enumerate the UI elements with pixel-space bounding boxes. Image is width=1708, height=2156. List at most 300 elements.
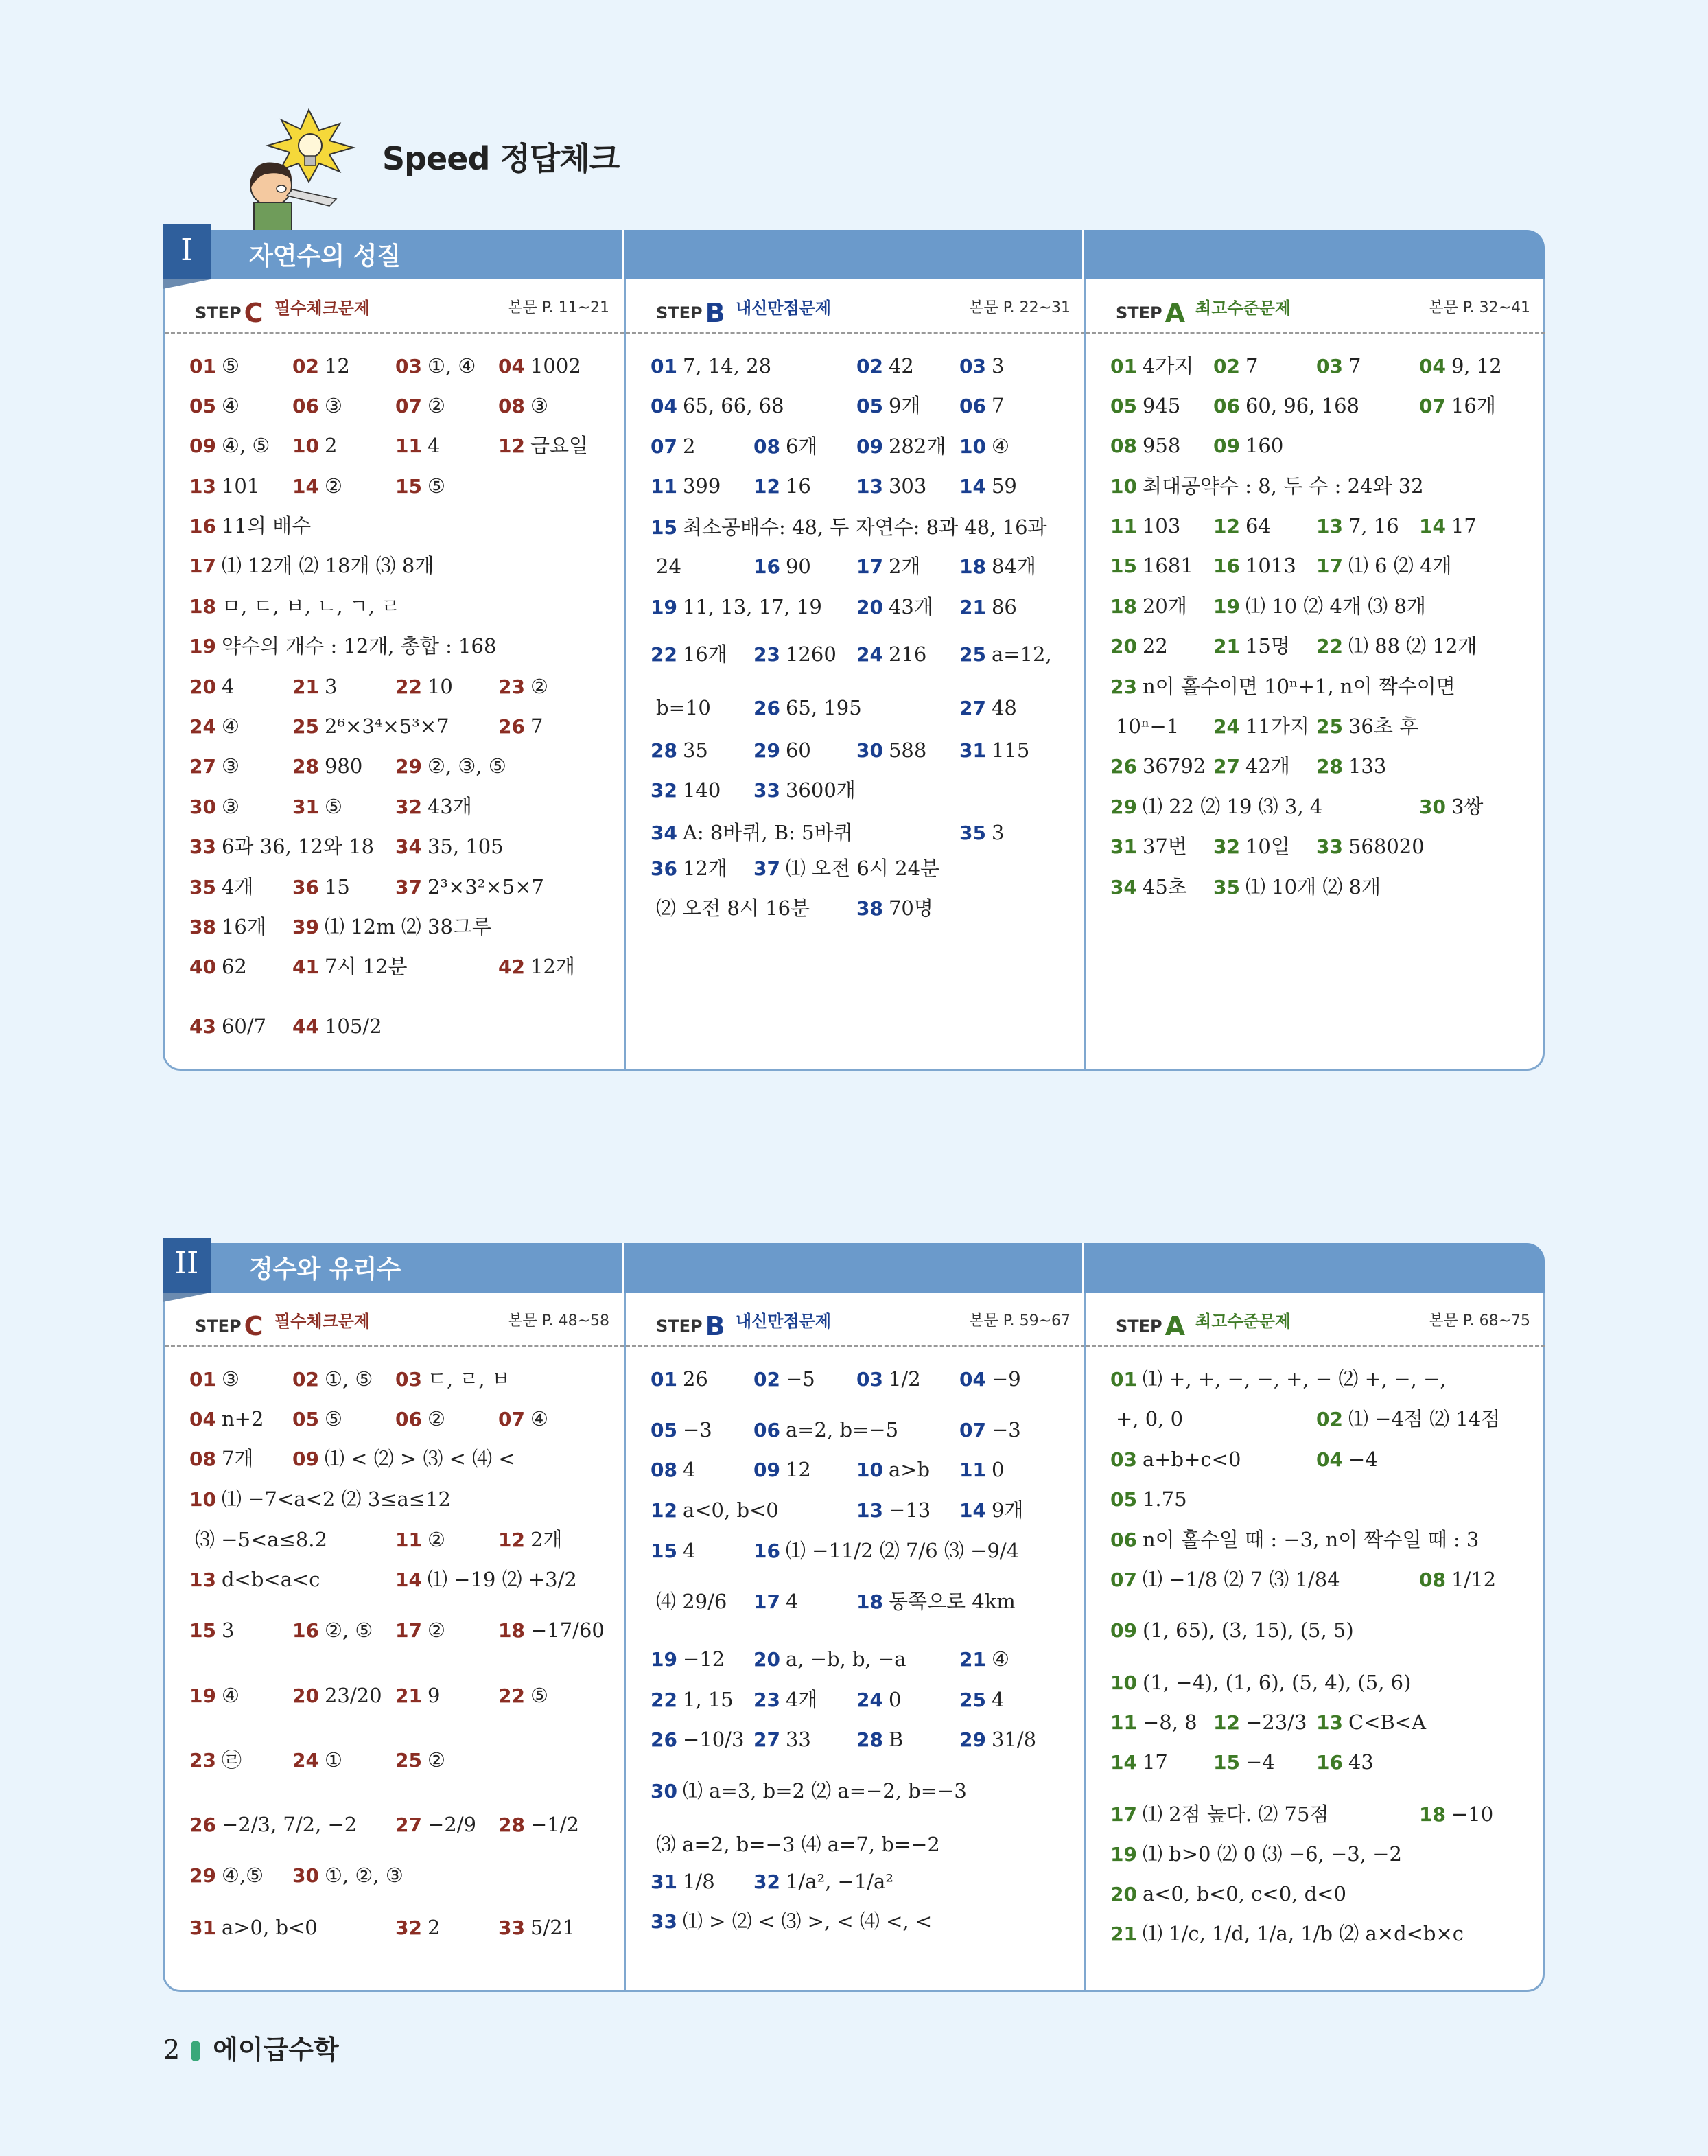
answer-item [1213, 512, 1271, 540]
item-number: 08 [753, 435, 780, 458]
item-answer: 16 [785, 474, 811, 498]
item-answer: ⑴ 1/c, 1/d, 1/a, 1/b ⑵ a×d<b×c [1142, 1922, 1464, 1945]
answer-item [189, 1405, 264, 1433]
item-number: 16 [1213, 555, 1240, 577]
step-header [165, 1293, 624, 1347]
item-answer: 2개 [530, 1528, 563, 1551]
item-number: 17 [1316, 555, 1343, 577]
character-icon [250, 163, 336, 233]
item-answer: 36초 후 [1348, 715, 1419, 738]
item-number: 05 [651, 1419, 677, 1441]
item-number: 30 [856, 739, 883, 762]
section-numeral: I [163, 224, 211, 279]
item-number: 06 [292, 395, 319, 417]
step-label: STEP A [1116, 298, 1186, 328]
item-number: 08 [1110, 434, 1137, 457]
item-answer: ② [427, 1407, 445, 1430]
item-answer: 9개 [888, 394, 921, 417]
answer-item [959, 1416, 1021, 1444]
answer-item [651, 1831, 940, 1859]
answer-item [651, 1908, 932, 1936]
answer-item [753, 1416, 898, 1444]
item-answer: 1/8 [682, 1870, 715, 1893]
answer-item [292, 1746, 342, 1774]
item-answer: ⑴ −19 ⑵ +3/2 [427, 1568, 577, 1591]
answer-item [1419, 1800, 1493, 1829]
item-number: 03 [395, 355, 422, 378]
item-number: 03 [1316, 355, 1343, 378]
item-answer: 1002 [530, 354, 581, 378]
answer-item [959, 1726, 1036, 1754]
answer-item [959, 472, 1017, 500]
answer-item [1213, 592, 1426, 621]
item-answer: 10일 [1245, 835, 1290, 858]
item-number: 21 [959, 596, 986, 618]
answer-item [753, 1868, 893, 1896]
item-number: 41 [292, 955, 319, 978]
item-number: 27 [395, 1813, 422, 1836]
answer-item [292, 1365, 373, 1393]
answer-item [1213, 1748, 1275, 1776]
answer-item [292, 1445, 515, 1473]
item-answer: 12 [785, 1458, 811, 1481]
item-number: 35 [1213, 876, 1240, 899]
item-answer: 45초 [1142, 875, 1187, 899]
item-answer: 0 [991, 1458, 1005, 1481]
item-answer: 4개 [221, 875, 254, 899]
answer-item [856, 553, 920, 581]
answer-item [651, 432, 695, 461]
item-answer: 36792 [1142, 754, 1206, 778]
item-number: 32 [651, 779, 677, 802]
item-answer: b=10 [656, 696, 711, 719]
answer-item [189, 1616, 234, 1645]
answer-item [856, 1456, 930, 1484]
header-divider [1082, 1243, 1084, 1293]
item-answer: 60 [785, 739, 811, 762]
answer-item [856, 392, 920, 420]
item-answer: ③ [324, 394, 342, 417]
item-number: 02 [1213, 355, 1240, 378]
item-answer: ⑤ [427, 474, 445, 498]
answer-item [753, 855, 939, 883]
answer-item [753, 1365, 815, 1393]
item-answer: a+b+c<0 [1142, 1448, 1241, 1471]
item-number: 04 [959, 1368, 986, 1391]
item-number: 21 [292, 675, 319, 698]
item-answer: ② [427, 1528, 445, 1551]
answer-item [1110, 1616, 1354, 1645]
answer-item [651, 1365, 708, 1393]
leaf-icon [191, 2041, 200, 2061]
answer-item [189, 673, 234, 701]
answer-item [1110, 392, 1180, 420]
item-number: 12 [1213, 1711, 1240, 1734]
item-answer: 1.75 [1142, 1487, 1187, 1511]
item-answer: ③ [221, 795, 239, 818]
answer-item [856, 737, 926, 765]
item-number: 08 [189, 1448, 216, 1470]
item-number: 26 [498, 715, 525, 738]
answer-item [1110, 1485, 1187, 1514]
answer-item [292, 1682, 382, 1710]
item-answer: n+2 [221, 1407, 264, 1430]
item-answer: 70명 [888, 896, 933, 920]
step-header [626, 1293, 1086, 1347]
item-answer: 105/2 [324, 1014, 382, 1038]
item-answer: 3 [324, 675, 338, 698]
item-number: 01 [651, 1368, 677, 1391]
answer-item [292, 1012, 382, 1041]
item-number: 30 [1419, 796, 1446, 818]
item-number: 03 [395, 1368, 422, 1391]
answer-item [189, 632, 496, 660]
item-number: 27 [1213, 755, 1240, 778]
answer-item [395, 352, 476, 380]
item-answer: ⑴ 2점 높다. ⑵ 75점 [1142, 1803, 1329, 1826]
item-number: 01 [651, 355, 677, 378]
item-number: 04 [189, 1408, 216, 1430]
item-number: 30 [189, 796, 216, 818]
item-answer: 약수의 개수 : 12개, 총합 : 168 [221, 634, 497, 658]
answer-item [1213, 552, 1296, 580]
item-number: 19 [1110, 1843, 1137, 1866]
answer-item [189, 793, 239, 821]
item-answer: 59 [991, 474, 1017, 498]
answer-item [292, 793, 342, 821]
item-number: 32 [395, 1916, 422, 1939]
item-number: 25 [959, 1689, 986, 1711]
answer-item [753, 1537, 1019, 1565]
page-range: 본문 P. 32~41 [1429, 299, 1530, 316]
answer-item [189, 1012, 266, 1041]
answer-item [189, 352, 239, 380]
item-answer: ①, ⑤ [324, 1367, 373, 1391]
answer-item [1419, 793, 1483, 821]
answer-item [651, 640, 727, 669]
item-answer: 4 [427, 434, 441, 457]
answer-item [1110, 712, 1179, 741]
item-number: 16 [753, 1540, 780, 1562]
item-number: 16 [292, 1619, 319, 1642]
item-answer: 12개 [530, 955, 575, 978]
item-number: 05 [1110, 1488, 1137, 1511]
step-b-column [624, 279, 1086, 1069]
item-number: 20 [1110, 1883, 1137, 1905]
item-answer: ④, ⑤ [221, 434, 270, 457]
answer-item [753, 1645, 906, 1673]
item-number: 15 [651, 1540, 677, 1562]
answer-item [1110, 873, 1187, 901]
item-answer: ③ [530, 394, 548, 417]
item-number: 09 [1213, 434, 1240, 457]
item-answer: 2개 [888, 555, 921, 578]
item-answer: ⑴ < ⑵ > ⑶ < ⑷ < [324, 1447, 515, 1470]
item-number: 02 [856, 355, 883, 378]
item-answer: ③ [221, 754, 239, 778]
item-answer: −23/3 [1245, 1711, 1307, 1734]
answer-item [189, 1914, 318, 1942]
answer-item [1110, 1840, 1402, 1868]
item-number: 21 [1110, 1923, 1137, 1945]
answer-item [651, 894, 810, 923]
item-number: 13 [189, 475, 216, 498]
step-header [626, 279, 1086, 334]
item-number: 14 [292, 475, 319, 498]
item-answer: ⑶ a=2, b=−3 ⑷ a=7, b=−2 [656, 1833, 940, 1856]
item-number: 03 [856, 1368, 883, 1391]
item-number: 31 [292, 796, 319, 818]
answer-item [1316, 833, 1425, 861]
answer-item [651, 392, 784, 420]
answer-item [395, 1616, 445, 1645]
answer-item [292, 1405, 342, 1433]
item-number: 37 [753, 857, 780, 880]
item-number: 27 [753, 1728, 780, 1751]
item-answer: ⑴ 오전 6시 24분 [785, 857, 940, 880]
item-number: 16 [753, 555, 780, 578]
item-number: 42 [498, 955, 525, 978]
item-answer: 7시 12분 [324, 955, 408, 978]
step-name: 최고수준문제 [1195, 1312, 1291, 1331]
item-answer: 42 [888, 354, 914, 378]
answer-item [856, 1686, 901, 1714]
page-range: 본문 P. 48~58 [508, 1312, 609, 1330]
item-answer: 20개 [1142, 594, 1187, 618]
item-number: 07 [959, 1419, 986, 1441]
item-number: 03 [1110, 1448, 1137, 1471]
item-answer: ①, ④ [427, 354, 476, 378]
item-answer: 4가지 [1142, 354, 1194, 378]
answer-item [1110, 1669, 1411, 1697]
item-answer: ⑴ 10개 ⑵ 8개 [1245, 875, 1381, 899]
answer-item [1110, 1365, 1447, 1393]
item-number: 07 [1110, 1568, 1137, 1591]
item-number: 08 [1419, 1568, 1446, 1591]
item-answer: ①, ②, ③ [324, 1864, 403, 1887]
item-number: 33 [651, 1910, 677, 1933]
item-number: 28 [498, 1813, 525, 1836]
item-answer: −4 [1348, 1448, 1378, 1471]
page-range: 본문 P. 68~75 [1429, 1312, 1530, 1330]
answer-item [959, 737, 1029, 765]
item-answer: 86 [991, 595, 1017, 618]
item-answer: ⑷ 29/6 [656, 1590, 727, 1613]
answer-item [1110, 673, 1455, 701]
answer-item [292, 352, 350, 380]
item-answer: 7 [991, 394, 1005, 417]
answer-item [959, 593, 1017, 621]
item-answer: ⑤ [324, 795, 342, 818]
item-number: 17 [856, 555, 883, 578]
item-answer: ⑴ 6 ⑵ 4개 [1348, 554, 1452, 577]
item-answer: −3 [682, 1418, 712, 1441]
answer-item [189, 913, 266, 941]
item-answer: 84개 [991, 555, 1036, 578]
answer-item [856, 472, 926, 500]
item-answer: 568020 [1348, 835, 1425, 858]
answer-item [1110, 1526, 1479, 1554]
item-number: 27 [189, 755, 216, 778]
item-answer: ⑴ 88 ⑵ 12개 [1348, 634, 1477, 658]
item-number: 34 [1110, 876, 1137, 899]
item-number: 19 [651, 596, 677, 618]
item-number: 15 [1110, 555, 1137, 577]
item-number: 05 [856, 395, 883, 417]
step-name: 필수체크문제 [274, 1312, 371, 1331]
header-divider [622, 230, 624, 279]
item-answer: ⑴ −11/2 ⑵ 7/6 ⑶ −9/4 [785, 1539, 1020, 1562]
item-number: 14 [1419, 515, 1446, 537]
item-number: 36 [292, 876, 319, 899]
item-answer: 43개 [427, 795, 472, 818]
item-number: 21 [395, 1684, 422, 1707]
item-answer: 43 [1348, 1750, 1374, 1774]
answer-item [1316, 1405, 1500, 1433]
item-answer: (1, 65), (3, 15), (5, 5) [1142, 1619, 1354, 1642]
item-answer: 282개 [888, 434, 946, 458]
item-answer: −2/3, 7/2, −2 [221, 1813, 358, 1836]
answer-item [189, 592, 400, 621]
answer-item [753, 432, 817, 461]
item-answer: −9 [991, 1367, 1021, 1391]
answer-item [1110, 432, 1180, 460]
item-answer: 15명 [1245, 634, 1290, 658]
item-number: 10 [292, 434, 319, 457]
answer-item [189, 712, 239, 741]
answer-item [753, 1686, 817, 1714]
item-answer: 65, 66, 68 [682, 394, 784, 417]
item-number: 17 [395, 1619, 422, 1642]
page-range: 본문 P. 59~67 [969, 1312, 1071, 1330]
footer [163, 2028, 339, 2066]
answer-item [292, 673, 337, 701]
section-title: 자연수의 성질 [249, 242, 401, 270]
item-number: 02 [1316, 1408, 1343, 1430]
answer-item [1213, 873, 1381, 901]
item-answer: 금요일 [530, 434, 589, 457]
answer-item [1110, 1880, 1346, 1908]
answer-item [651, 513, 1047, 542]
item-number: 13 [189, 1568, 216, 1591]
item-number: 11 [395, 434, 422, 457]
answer-item [959, 1496, 1023, 1525]
answer-item [651, 553, 681, 581]
item-answer: ⑤ [221, 354, 239, 378]
answer-item [292, 953, 408, 981]
answer-item [959, 1686, 1004, 1714]
item-answer: 43개 [888, 595, 933, 618]
item-answer: 10 [427, 675, 453, 698]
answer-item [189, 392, 239, 420]
item-answer: 22 [1142, 634, 1168, 658]
answer-item [189, 1485, 451, 1514]
answer-item [395, 873, 544, 901]
answer-item [189, 1526, 327, 1554]
item-number: 32 [395, 796, 422, 818]
item-answer: 3 [991, 354, 1005, 378]
item-number: 18 [1110, 595, 1137, 618]
item-answer: ③ [221, 1367, 239, 1391]
item-number: 01 [189, 355, 216, 378]
item-answer: a>0, b<0 [221, 1916, 318, 1939]
step-b-column [624, 1293, 1086, 1990]
item-number: 11 [1110, 515, 1137, 537]
item-number: 11 [959, 1459, 986, 1481]
item-number: 02 [292, 1368, 319, 1391]
item-number: 15 [651, 516, 677, 539]
item-number: 09 [189, 434, 216, 457]
item-answer: ⑶ −5<a≤8.2 [195, 1528, 327, 1551]
item-number: 25 [395, 1749, 422, 1772]
item-answer: a<0, b<0 [682, 1498, 779, 1522]
item-answer: 9개 [991, 1498, 1024, 1522]
step-a-column [1084, 279, 1545, 1069]
step-label: STEP C [195, 1311, 264, 1341]
step-c-column [165, 279, 624, 1069]
item-number: 29 [1110, 796, 1137, 818]
step-letter: B [705, 1311, 725, 1341]
step-letter: C [244, 1311, 264, 1341]
answer-item [959, 1365, 1021, 1393]
section-header-bar [163, 230, 1545, 279]
item-answer: 65, 195 [785, 696, 862, 719]
answer-item [753, 640, 837, 669]
item-answer: ④ [221, 1684, 239, 1707]
item-number: 38 [856, 897, 883, 920]
item-answer: 980 [324, 754, 363, 778]
mascot-illustration [226, 103, 384, 233]
answer-item [498, 673, 548, 701]
item-answer: ④ [221, 394, 239, 417]
answer-item [856, 432, 946, 461]
answer-item [1110, 833, 1187, 861]
answer-item [395, 833, 504, 861]
item-answer: ② [427, 1619, 445, 1642]
item-answer: 최소공배수: 48, 두 자연수: 8과 48, 16과 [682, 515, 1047, 539]
item-number: 18 [498, 1619, 525, 1642]
item-number: 14 [1110, 1751, 1137, 1774]
answer-item [1213, 833, 1290, 861]
answer-item [651, 1686, 734, 1714]
answer-item [1213, 752, 1290, 780]
item-answer: 17 [1142, 1750, 1168, 1774]
item-answer: 1/a², −1/a² [785, 1870, 893, 1893]
answer-item [292, 1616, 373, 1645]
answer-item [651, 593, 822, 621]
item-number: 11 [1110, 1711, 1137, 1734]
item-number: 29 [753, 739, 780, 762]
item-answer: 7, 14, 28 [682, 354, 772, 378]
header-divider [622, 1243, 624, 1293]
step-letter: C [244, 298, 264, 328]
item-answer: 7 [530, 715, 543, 738]
answer-item [395, 1682, 440, 1710]
answer-item [395, 432, 440, 460]
item-answer: 7 [1245, 354, 1259, 378]
item-number: 10 [959, 435, 986, 458]
item-number: 03 [959, 355, 986, 378]
answer-item [651, 737, 708, 765]
step-letter: A [1165, 298, 1186, 328]
item-number: 16 [1316, 1751, 1343, 1774]
answer-item [1213, 632, 1290, 660]
item-answer: 588 [888, 739, 927, 762]
item-number: 35 [959, 822, 986, 844]
answer-item [1213, 1708, 1307, 1737]
item-number: 24 [856, 1689, 883, 1711]
item-answer: 7, 16 [1348, 514, 1399, 537]
